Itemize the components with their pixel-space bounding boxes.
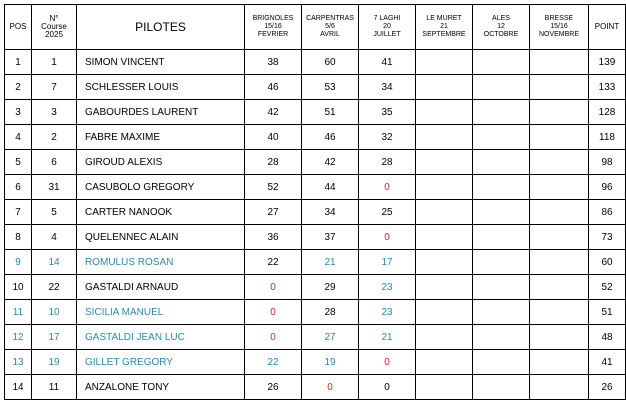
- empty-score-cell: [473, 100, 530, 125]
- score-cell: 0: [245, 275, 302, 300]
- race-header-line: NOVEMBRE: [538, 31, 580, 38]
- score-cell: 21: [359, 325, 416, 350]
- race-header-line: 21: [440, 23, 448, 30]
- race-number-header-line1: N°: [49, 14, 59, 23]
- table-row: [5, 75, 626, 100]
- points-cell: 51: [589, 300, 626, 325]
- score-cell: 42: [245, 100, 302, 125]
- empty-score-cell: [530, 300, 589, 325]
- points-cell: 52: [589, 275, 626, 300]
- table-row: [5, 225, 626, 250]
- empty-score-cell: [530, 100, 589, 125]
- empty-score-cell: [473, 75, 530, 100]
- race-header-line: FEVRIER: [257, 31, 289, 38]
- position-cell: 13: [5, 350, 32, 375]
- race-header-le-muret: [416, 5, 473, 50]
- empty-score-cell: [416, 200, 473, 225]
- score-cell: 51: [302, 100, 359, 125]
- empty-score-cell: [530, 50, 589, 75]
- table-row: [5, 175, 626, 200]
- race-header-line: 20: [383, 23, 391, 30]
- score-cell: 0: [359, 375, 416, 400]
- standings-body: [5, 50, 626, 400]
- points-cell: 41: [589, 350, 626, 375]
- points-cell: 60: [589, 250, 626, 275]
- empty-score-cell: [416, 300, 473, 325]
- score-cell: 35: [359, 100, 416, 125]
- race-number-cell: 2: [32, 125, 77, 150]
- empty-score-cell: [416, 225, 473, 250]
- position-cell: 7: [5, 200, 32, 225]
- pilot-name-cell: GASTALDI JEAN LUC: [77, 325, 245, 350]
- score-cell: 0: [359, 175, 416, 200]
- race-header-line: 15/16: [550, 23, 568, 30]
- empty-score-cell: [530, 175, 589, 200]
- position-cell: 8: [5, 225, 32, 250]
- race-number-cell: 31: [32, 175, 77, 200]
- score-cell: 0: [245, 325, 302, 350]
- empty-score-cell: [416, 100, 473, 125]
- race-header-line: OCTOBRE: [483, 31, 519, 38]
- pilot-name-cell: SICILIA MANUEL: [77, 300, 245, 325]
- score-cell: 29: [302, 275, 359, 300]
- race-header-line: 15/16: [264, 23, 282, 30]
- empty-score-cell: [473, 125, 530, 150]
- score-cell: 38: [245, 50, 302, 75]
- empty-score-cell: [530, 325, 589, 350]
- race-header-carpentras: [302, 5, 359, 50]
- empty-score-cell: [416, 275, 473, 300]
- empty-score-cell: [530, 125, 589, 150]
- empty-score-cell: [473, 275, 530, 300]
- position-cell: 14: [5, 375, 32, 400]
- race-header-line: 5/6: [325, 23, 335, 30]
- race-header-line: BRESSE: [544, 15, 574, 22]
- score-cell: 0: [245, 300, 302, 325]
- empty-score-cell: [473, 250, 530, 275]
- score-cell: 22: [245, 350, 302, 375]
- pilot-name-cell: SCHLESSER LOUIS: [77, 75, 245, 100]
- score-cell: 52: [245, 175, 302, 200]
- score-cell: 28: [359, 150, 416, 175]
- position-cell: 6: [5, 175, 32, 200]
- position-cell: 12: [5, 325, 32, 350]
- score-cell: 23: [359, 275, 416, 300]
- race-number-cell: 11: [32, 375, 77, 400]
- position-cell: 1: [5, 50, 32, 75]
- position-cell: 3: [5, 100, 32, 125]
- position-cell: 10: [5, 275, 32, 300]
- header-row: [5, 5, 626, 50]
- race-header-line: SEPTEMBRE: [422, 31, 466, 38]
- score-cell: 60: [302, 50, 359, 75]
- empty-score-cell: [530, 150, 589, 175]
- empty-score-cell: [416, 325, 473, 350]
- race-number-cell: 7: [32, 75, 77, 100]
- position-cell: 5: [5, 150, 32, 175]
- pilot-name-cell: SIMON VINCENT: [77, 50, 245, 75]
- score-cell: 32: [359, 125, 416, 150]
- score-cell: 23: [359, 300, 416, 325]
- pilotes-header: PILOTES: [77, 5, 245, 50]
- position-cell: 11: [5, 300, 32, 325]
- race-number-header: [32, 5, 77, 50]
- empty-score-cell: [473, 300, 530, 325]
- points-cell: 128: [589, 100, 626, 125]
- empty-score-cell: [416, 125, 473, 150]
- empty-score-cell: [530, 275, 589, 300]
- race-number-header-line2: Course: [41, 22, 67, 31]
- race-number-cell: 6: [32, 150, 77, 175]
- pilot-name-cell: QUELENNEC ALAIN: [77, 225, 245, 250]
- empty-score-cell: [416, 375, 473, 400]
- race-number-cell: 1: [32, 50, 77, 75]
- points-cell: 98: [589, 150, 626, 175]
- race-header-line: AVRIL: [320, 31, 340, 38]
- pilot-name-cell: GIROUD ALEXIS: [77, 150, 245, 175]
- race-number-cell: 19: [32, 350, 77, 375]
- race-header-line: BRIGNOLES: [252, 15, 294, 22]
- score-cell: 19: [302, 350, 359, 375]
- empty-score-cell: [416, 75, 473, 100]
- score-cell: 17: [359, 250, 416, 275]
- race-header-line: LE MURET: [426, 15, 462, 22]
- table-row: [5, 325, 626, 350]
- pilot-name-cell: CARTER NANOOK: [77, 200, 245, 225]
- empty-score-cell: [530, 200, 589, 225]
- points-cell: 86: [589, 200, 626, 225]
- score-cell: 42: [302, 150, 359, 175]
- points-cell: 26: [589, 375, 626, 400]
- empty-score-cell: [530, 225, 589, 250]
- empty-score-cell: [530, 250, 589, 275]
- race-number-cell: 14: [32, 250, 77, 275]
- empty-score-cell: [416, 150, 473, 175]
- score-cell: 40: [245, 125, 302, 150]
- race-number-cell: 3: [32, 100, 77, 125]
- pos-header: POS: [5, 5, 32, 50]
- point-header: POINT: [589, 5, 626, 50]
- score-cell: 28: [245, 150, 302, 175]
- score-cell: 27: [302, 325, 359, 350]
- empty-score-cell: [473, 325, 530, 350]
- table-row: [5, 275, 626, 300]
- empty-score-cell: [416, 175, 473, 200]
- score-cell: 36: [245, 225, 302, 250]
- empty-score-cell: [473, 150, 530, 175]
- points-cell: 73: [589, 225, 626, 250]
- empty-score-cell: [473, 375, 530, 400]
- pilot-name-cell: GILLET GREGORY: [77, 350, 245, 375]
- table-row: [5, 100, 626, 125]
- race-header-line: CARPENTRAS: [306, 15, 354, 22]
- points-cell: 118: [589, 125, 626, 150]
- table-row: [5, 250, 626, 275]
- pilot-name-cell: GASTALDI ARNAUD: [77, 275, 245, 300]
- race-header-bresse: [530, 5, 589, 50]
- pilot-name-cell: ANZALONE TONY: [77, 375, 245, 400]
- score-cell: 22: [245, 250, 302, 275]
- race-number-cell: 10: [32, 300, 77, 325]
- race-number-cell: 22: [32, 275, 77, 300]
- score-cell: 44: [302, 175, 359, 200]
- race-header-line: JUILLET: [373, 31, 401, 38]
- score-cell: 46: [302, 125, 359, 150]
- position-cell: 2: [5, 75, 32, 100]
- score-cell: 34: [302, 200, 359, 225]
- points-cell: 96: [589, 175, 626, 200]
- race-number-cell: 5: [32, 200, 77, 225]
- position-cell: 4: [5, 125, 32, 150]
- empty-score-cell: [416, 350, 473, 375]
- pilot-name-cell: ROMULUS ROSAN: [77, 250, 245, 275]
- table-row: [5, 125, 626, 150]
- position-cell: 9: [5, 250, 32, 275]
- score-cell: 27: [245, 200, 302, 225]
- race-header-brignoles: [245, 5, 302, 50]
- score-cell: 0: [359, 350, 416, 375]
- points-cell: 48: [589, 325, 626, 350]
- score-cell: 26: [245, 375, 302, 400]
- table-row: [5, 300, 626, 325]
- empty-score-cell: [530, 75, 589, 100]
- table-row: [5, 200, 626, 225]
- race-header-7-laghi: [359, 5, 416, 50]
- empty-score-cell: [473, 200, 530, 225]
- standings-table: [4, 4, 626, 400]
- empty-score-cell: [530, 375, 589, 400]
- score-cell: 34: [359, 75, 416, 100]
- score-cell: 0: [359, 225, 416, 250]
- empty-score-cell: [473, 350, 530, 375]
- empty-score-cell: [473, 175, 530, 200]
- score-cell: 28: [302, 300, 359, 325]
- score-cell: 53: [302, 75, 359, 100]
- race-header-line: 12: [497, 23, 505, 30]
- race-header-ales: [473, 5, 530, 50]
- empty-score-cell: [416, 50, 473, 75]
- pilot-name-cell: GABOURDES LAURENT: [77, 100, 245, 125]
- score-cell: 37: [302, 225, 359, 250]
- score-cell: 41: [359, 50, 416, 75]
- table-row: [5, 50, 626, 75]
- race-number-cell: 4: [32, 225, 77, 250]
- empty-score-cell: [473, 50, 530, 75]
- score-cell: 46: [245, 75, 302, 100]
- score-cell: 25: [359, 200, 416, 225]
- empty-score-cell: [416, 250, 473, 275]
- score-cell: 0: [302, 375, 359, 400]
- empty-score-cell: [473, 225, 530, 250]
- points-cell: 133: [589, 75, 626, 100]
- pilot-name-cell: FABRE MAXIME: [77, 125, 245, 150]
- empty-score-cell: [530, 350, 589, 375]
- score-cell: 21: [302, 250, 359, 275]
- table-row: [5, 150, 626, 175]
- points-cell: 139: [589, 50, 626, 75]
- race-number-header-line3: 2025: [45, 30, 63, 39]
- pilot-name-cell: CASUBOLO GREGORY: [77, 175, 245, 200]
- race-number-cell: 17: [32, 325, 77, 350]
- race-header-line: 7 LAGHI: [373, 15, 401, 22]
- table-row: [5, 375, 626, 400]
- race-header-line: ALES: [492, 15, 510, 22]
- table-row: [5, 350, 626, 375]
